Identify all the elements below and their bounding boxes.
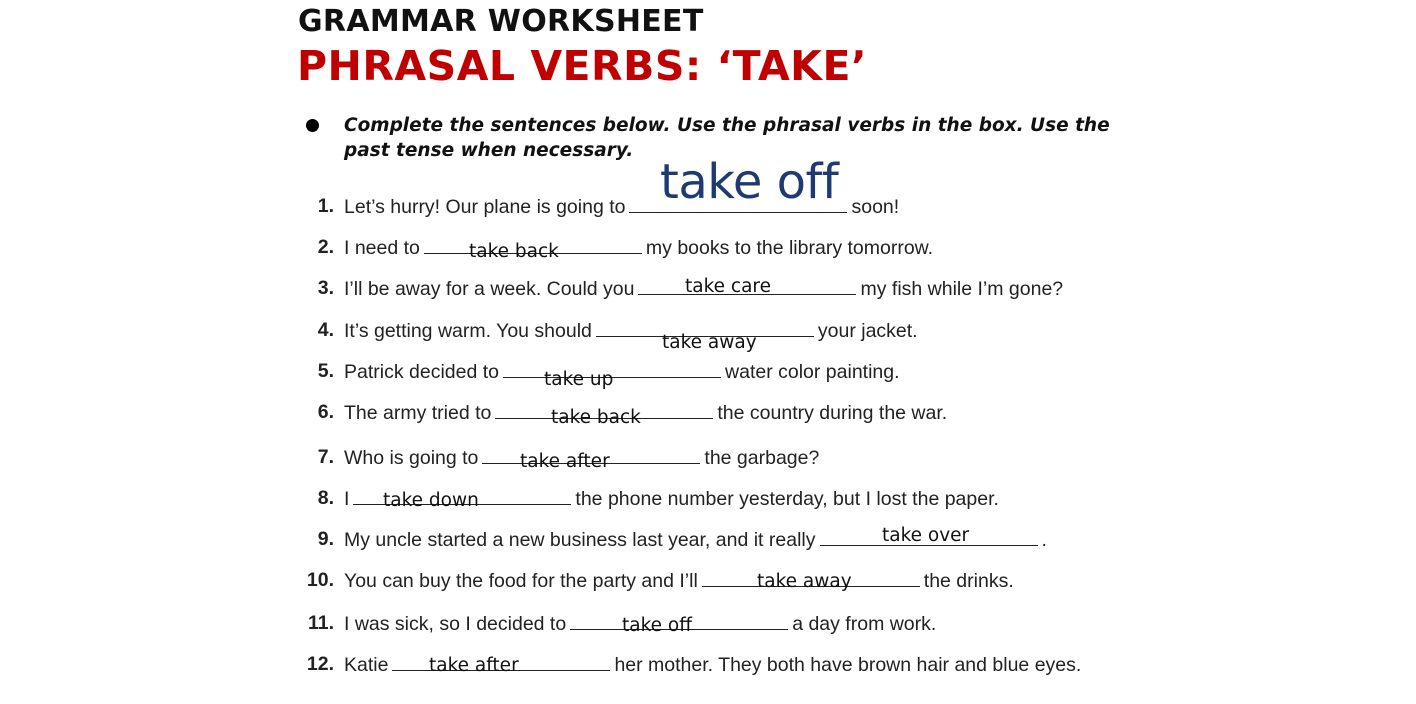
item-number: 8.	[317, 487, 334, 509]
sentence-end: a day from work.	[792, 613, 937, 635]
answer-text: take back	[469, 241, 559, 262]
answer-text: take off	[622, 615, 692, 636]
item-number: 2.	[317, 236, 334, 258]
item-number: 11.	[307, 612, 334, 634]
sentence-start: Who is going to	[344, 447, 479, 469]
answer-text: take care	[685, 276, 771, 297]
item-number: 3.	[317, 277, 334, 299]
sentence-end: her mother. They both have brown hair and blue eyes.	[614, 654, 1082, 676]
sentence-start: You can buy the food for the party and I’ll	[344, 570, 698, 592]
answer-text: take away	[757, 571, 852, 592]
sentence-start: Patrick decided to	[344, 361, 500, 383]
handwritten-answer: take off	[660, 154, 839, 210]
item-number: 1.	[317, 195, 334, 217]
worksheet-title: GRAMMAR WORKSHEET	[298, 4, 704, 39]
sentence-start: My uncle started a new business last year, and it really	[344, 529, 816, 551]
item-number: 5.	[317, 360, 334, 382]
answer-text: take down	[383, 490, 479, 511]
answer-text: take back	[551, 407, 641, 428]
item-number: 7.	[317, 446, 334, 468]
sentence-end: my books to the library tomorrow.	[645, 237, 934, 259]
sentence-end: the country during the war.	[717, 402, 948, 424]
sentence-end: water color painting.	[725, 361, 900, 383]
sentence-start: Katie	[344, 654, 389, 676]
sentence-start: It’s getting warm. You should	[344, 320, 592, 342]
sentence-end: soon!	[851, 196, 900, 218]
item-number: 12.	[306, 653, 334, 675]
answer-text: take after	[520, 451, 610, 472]
sentence-start: I was sick, so I decided to	[344, 613, 567, 635]
sentence-end: my fish while I’m gone?	[860, 278, 1064, 300]
sentence-end: the garbage?	[704, 447, 820, 469]
item-number: 9.	[317, 528, 334, 550]
answer-text: take up	[544, 369, 614, 390]
sentence-end: your jacket.	[817, 320, 918, 342]
sentence-start: Let’s hurry! Our plane is going to	[344, 196, 626, 218]
sentence-end: .	[1041, 529, 1047, 551]
sentence-start: The army tried to	[344, 402, 492, 424]
worksheet-subtitle: PHRASAL VERBS: ‘TAKE’	[297, 42, 868, 90]
instructions: Complete the sentences below. Use the phrasal verbs in the box. Use the past tense when necessary.	[344, 115, 1110, 161]
bullet-icon	[306, 119, 319, 132]
sentence-start: I’ll be away for a week. Could you	[344, 278, 635, 300]
answer-text: take after	[429, 655, 519, 676]
sentence-end: the phone number yesterday, but I lost the paper.	[575, 488, 999, 510]
answer-text: take over	[882, 525, 970, 546]
sentence-end: the drinks.	[923, 570, 1014, 592]
sentence-start: I need to	[344, 237, 420, 259]
item-number: 10.	[306, 569, 334, 591]
sentence-start: I	[344, 488, 350, 510]
item-number: 6.	[317, 401, 334, 423]
answer-text: take away	[662, 332, 757, 353]
item-number: 4.	[317, 319, 334, 341]
